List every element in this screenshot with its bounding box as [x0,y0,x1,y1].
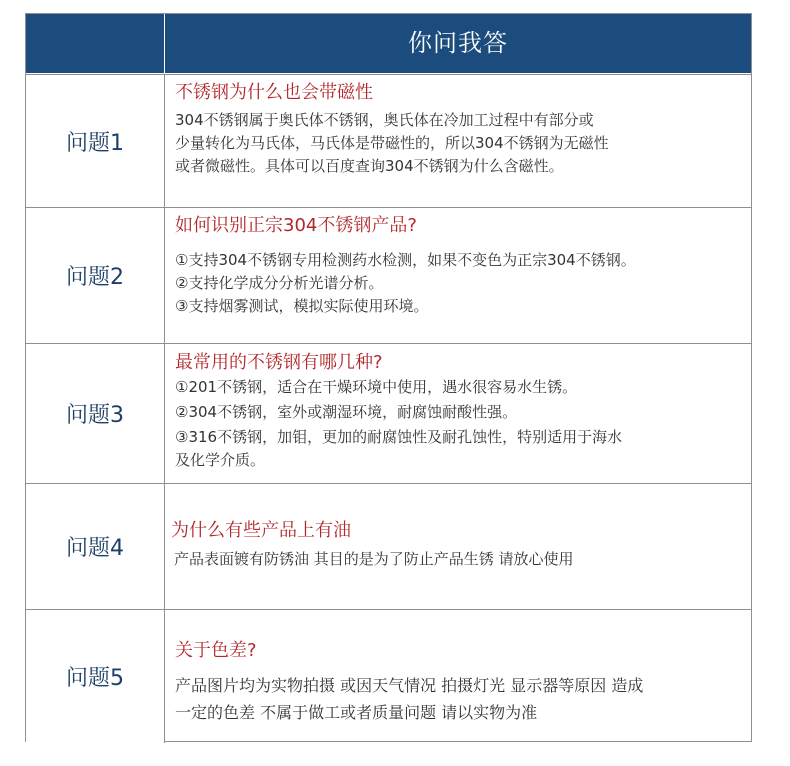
answer-line: ①支持304不锈钢专用检测药水检测，如果不变色为正宗304不锈钢。 [175,251,636,269]
answer-line: 产品图片均为实物拍摄 或因天气情况 拍摄灯光 显示器等原因 造成 [175,676,644,695]
answer-line: 少量转化为马氏体，马氏体是带磁性的，所以304不锈钢为无磁性 [175,134,609,152]
answer-line: 304不锈钢属于奥氏体不锈钢，奥氏体在冷加工过程中有部分或 [175,111,594,129]
question-title-4: 为什么有些产品上有油 [171,520,351,541]
faq-title: 你问我答 [408,29,508,57]
question-label-5: 问题5 [26,610,165,743]
question-title-5: 关于色差? [175,640,257,661]
faq-row-2 [26,207,751,343]
faq-table [25,13,752,742]
question-title-1: 不锈钢为什么也会带磁性 [175,82,373,103]
faq-header [26,14,751,74]
question-label-3: 问题3 [26,344,165,483]
faq-row-1 [26,74,751,207]
faq-row-3 [26,343,751,483]
answer-line: ③支持烟雾测试，模拟实际使用环境。 [175,297,429,315]
faq-row-4 [26,483,751,609]
answer-line: 产品表面镀有防锈油 其目的是为了防止产品生锈 请放心使用 [174,550,574,568]
answer-line: ②支持化学成分分析光谱分析。 [175,274,384,292]
question-label-2: 问题2 [26,208,165,343]
question-title-3: 最常用的不锈钢有哪几种? [175,352,383,373]
answer-line: ①201不锈钢，适合在干燥环境中使用，遇水很容易水生锈。 [175,378,578,396]
answer-cell-1 [165,75,751,207]
answer-line: ②304不锈钢，室外或潮湿环境，耐腐蚀耐酸性强。 [175,403,518,421]
question-title-2: 如何识别正宗304不锈钢产品? [175,215,417,236]
answer-cell-5 [165,610,751,743]
answer-cell-4 [165,484,751,609]
question-label-4: 问题4 [26,484,165,609]
faq-row-5 [26,609,751,743]
answer-line: 一定的色差 不属于做工或者质量问题 请以实物为准 [175,703,538,722]
answer-line: 或者微磁性。具体可以百度查询304不锈钢为什么含磁性。 [175,157,564,175]
answer-line: ③316不锈钢，加钼，更加的耐腐蚀性及耐孔蚀性，特别适用于海水 [175,428,623,446]
answer-cell-3 [165,344,751,483]
answer-line: 及化学介质。 [175,451,266,469]
answer-cell-2 [165,208,751,343]
header-corner-cell [26,14,165,73]
question-label-1: 问题1 [26,75,165,207]
